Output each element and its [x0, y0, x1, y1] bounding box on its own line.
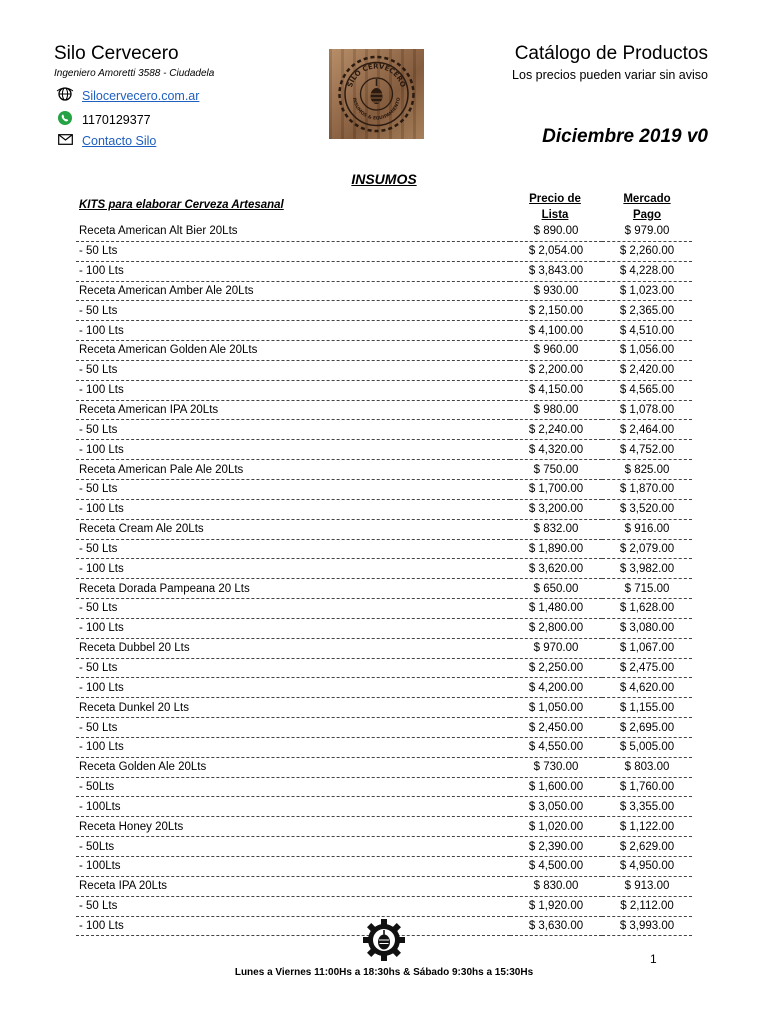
silo-cervecero-logo	[329, 49, 424, 139]
product-name-cell: Receta American IPA 20Lts	[76, 400, 510, 420]
product-name-cell: - 100 Lts	[76, 380, 510, 400]
product-name-cell: - 50 Lts	[76, 539, 510, 559]
mercado-pago-cell: $ 979.00	[602, 222, 692, 241]
mercado-pago-cell: $ 5,005.00	[602, 737, 692, 757]
mercado-pago-cell: $ 2,365.00	[602, 301, 692, 321]
precio-lista-cell: $ 4,550.00	[510, 737, 602, 757]
table-row	[76, 658, 692, 678]
product-name-cell: - 100 Lts	[76, 559, 510, 579]
mercado-pago-cell: $ 1,628.00	[602, 599, 692, 619]
mercado-pago-cell: $ 2,420.00	[602, 360, 692, 380]
table-row	[76, 380, 692, 400]
mercado-pago-cell: $ 2,629.00	[602, 837, 692, 857]
mercado-pago-cell: $ 2,695.00	[602, 718, 692, 738]
mercado-pago-cell: $ 1,760.00	[602, 777, 692, 797]
precio-lista-cell: $ 1,020.00	[510, 817, 602, 837]
table-row	[76, 281, 692, 301]
mercado-pago-cell: $ 4,620.00	[602, 678, 692, 698]
table-row	[76, 400, 692, 420]
table-row	[76, 797, 692, 817]
mercado-pago-cell: $ 4,510.00	[602, 321, 692, 341]
precio-lista-cell: $ 2,800.00	[510, 618, 602, 638]
precio-lista-cell: $ 3,050.00	[510, 797, 602, 817]
product-name-cell: - 50Lts	[76, 837, 510, 857]
product-name-cell: - 50 Lts	[76, 479, 510, 499]
precio-lista-cell: $ 3,200.00	[510, 499, 602, 519]
mail-icon	[56, 133, 74, 148]
product-name-cell: - 100 Lts	[76, 678, 510, 698]
precio-lista-cell: $ 2,200.00	[510, 360, 602, 380]
contact-link[interactable]: Contacto Silo	[82, 133, 157, 148]
table-row	[76, 837, 692, 857]
price-table	[76, 222, 692, 936]
precio-lista-cell: $ 4,200.00	[510, 678, 602, 698]
product-name-cell: - 50 Lts	[76, 896, 510, 916]
table-row	[76, 737, 692, 757]
product-name-cell: Receta Cream Ale 20Lts	[76, 519, 510, 539]
table-row	[76, 876, 692, 896]
phone-number: 1170129377	[82, 112, 151, 127]
product-name-cell: - 50 Lts	[76, 420, 510, 440]
product-name-cell: - 100 Lts	[76, 618, 510, 638]
col-precio-line2: Lista	[541, 209, 569, 221]
table-row	[76, 241, 692, 261]
precio-lista-cell: $ 1,890.00	[510, 539, 602, 559]
mercado-pago-cell: $ 1,056.00	[602, 341, 692, 361]
product-name-cell: - 100 Lts	[76, 916, 510, 936]
mercado-pago-cell: $ 1,122.00	[602, 817, 692, 837]
company-name: Silo Cervecero	[54, 43, 179, 64]
mercado-pago-cell: $ 916.00	[602, 519, 692, 539]
col-mp-line1: Mercado	[623, 193, 671, 205]
precio-lista-cell: $ 2,240.00	[510, 420, 602, 440]
product-name-cell: - 50 Lts	[76, 360, 510, 380]
catalog-subtitle: Los precios pueden variar sin aviso	[512, 68, 708, 82]
product-name-cell: - 100 Lts	[76, 261, 510, 281]
precio-lista-cell: $ 2,450.00	[510, 718, 602, 738]
table-row	[76, 857, 692, 877]
mercado-pago-cell: $ 1,870.00	[602, 479, 692, 499]
precio-lista-cell: $ 1,920.00	[510, 896, 602, 916]
table-row	[76, 896, 692, 916]
mercado-pago-cell: $ 2,464.00	[602, 420, 692, 440]
product-name-cell: Receta American Amber Ale 20Lts	[76, 281, 510, 301]
col-precio-line1: Precio de	[529, 193, 581, 205]
product-name-cell: Receta Dunkel 20 Lts	[76, 698, 510, 718]
product-name-cell: - 50 Lts	[76, 241, 510, 261]
precio-lista-cell: $ 970.00	[510, 638, 602, 658]
product-name-cell: Receta Dorada Pampeana 20 Lts	[76, 579, 510, 599]
catalog-date: Diciembre 2019 v0	[542, 126, 708, 147]
precio-lista-cell: $ 2,390.00	[510, 837, 602, 857]
kit-category-title: KITS para elaborar Cerveza Artesanal	[79, 199, 284, 211]
precio-lista-cell: $ 3,630.00	[510, 916, 602, 936]
mercado-pago-cell: $ 3,993.00	[602, 916, 692, 936]
mercado-pago-cell: $ 715.00	[602, 579, 692, 599]
precio-lista-cell: $ 2,250.00	[510, 658, 602, 678]
precio-lista-cell: $ 890.00	[510, 222, 602, 241]
product-name-cell: - 100Lts	[76, 797, 510, 817]
svg-text:INSUMOS & EQUIPAMIENTO: INSUMOS & EQUIPAMIENTO	[351, 97, 402, 122]
product-name-cell: Receta Dubbel 20 Lts	[76, 638, 510, 658]
precio-lista-cell: $ 4,320.00	[510, 440, 602, 460]
table-row	[76, 757, 692, 777]
precio-lista-cell: $ 4,500.00	[510, 857, 602, 877]
phone-row	[56, 110, 151, 129]
precio-lista-cell: $ 1,600.00	[510, 777, 602, 797]
mercado-pago-cell: $ 2,475.00	[602, 658, 692, 678]
table-row	[76, 599, 692, 619]
precio-lista-cell: $ 4,100.00	[510, 321, 602, 341]
product-name-cell: - 100 Lts	[76, 737, 510, 757]
table-row	[76, 718, 692, 738]
product-name-cell: - 50 Lts	[76, 301, 510, 321]
table-row	[76, 618, 692, 638]
precio-lista-cell: $ 3,620.00	[510, 559, 602, 579]
mercado-pago-cell: $ 3,982.00	[602, 559, 692, 579]
col-mercado-pago-header	[602, 191, 692, 223]
mercado-pago-cell: $ 2,112.00	[602, 896, 692, 916]
section-title: INSUMOS	[351, 171, 417, 187]
catalog-title: Catálogo de Productos	[514, 43, 708, 64]
table-row	[76, 499, 692, 519]
mercado-pago-cell: $ 4,565.00	[602, 380, 692, 400]
product-name-cell: - 100Lts	[76, 857, 510, 877]
precio-lista-cell: $ 1,700.00	[510, 479, 602, 499]
mercado-pago-cell: $ 1,155.00	[602, 698, 692, 718]
product-name-cell: Receta Golden Ale 20Lts	[76, 757, 510, 777]
table-row	[76, 698, 692, 718]
precio-lista-cell: $ 4,150.00	[510, 380, 602, 400]
table-row	[76, 360, 692, 380]
contact-row	[56, 133, 156, 148]
table-row	[76, 301, 692, 321]
table-row	[76, 460, 692, 480]
table-row	[76, 222, 692, 241]
table-row	[76, 479, 692, 499]
svg-text:SILO CERVECERO: SILO CERVECERO	[345, 62, 408, 89]
table-row	[76, 817, 692, 837]
mercado-pago-cell: $ 2,079.00	[602, 539, 692, 559]
hop-gear-icon	[361, 917, 407, 963]
precio-lista-cell: $ 750.00	[510, 460, 602, 480]
precio-lista-cell: $ 2,054.00	[510, 241, 602, 261]
precio-lista-cell: $ 2,150.00	[510, 301, 602, 321]
mercado-pago-cell: $ 913.00	[602, 876, 692, 896]
mercado-pago-cell: $ 4,228.00	[602, 261, 692, 281]
precio-lista-cell: $ 960.00	[510, 341, 602, 361]
precio-lista-cell: $ 1,050.00	[510, 698, 602, 718]
precio-lista-cell: $ 930.00	[510, 281, 602, 301]
product-name-cell: - 50 Lts	[76, 718, 510, 738]
mercado-pago-cell: $ 4,752.00	[602, 440, 692, 460]
table-row	[76, 638, 692, 658]
globe-icon	[56, 86, 74, 105]
precio-lista-cell: $ 980.00	[510, 400, 602, 420]
col-precio-lista-header	[511, 191, 599, 223]
mercado-pago-cell: $ 1,078.00	[602, 400, 692, 420]
product-name-cell: - 100 Lts	[76, 440, 510, 460]
table-row	[76, 341, 692, 361]
mercado-pago-cell: $ 3,355.00	[602, 797, 692, 817]
mercado-pago-cell: $ 825.00	[602, 460, 692, 480]
precio-lista-cell: $ 830.00	[510, 876, 602, 896]
table-row	[76, 420, 692, 440]
table-row	[76, 321, 692, 341]
mercado-pago-cell: $ 1,067.00	[602, 638, 692, 658]
precio-lista-cell: $ 3,843.00	[510, 261, 602, 281]
precio-lista-cell: $ 1,480.00	[510, 599, 602, 619]
mercado-pago-cell: $ 803.00	[602, 757, 692, 777]
table-row	[76, 261, 692, 281]
table-row	[76, 519, 692, 539]
opening-hours: Lunes a Viernes 11:00Hs a 18:30hs & Sábado 9:30hs a 15:30Hs	[234, 967, 534, 978]
product-name-cell: Receta American Golden Ale 20Lts	[76, 341, 510, 361]
table-row	[76, 678, 692, 698]
table-row	[76, 579, 692, 599]
whatsapp-icon	[56, 110, 74, 129]
product-name-cell: - 50Lts	[76, 777, 510, 797]
table-row	[76, 440, 692, 460]
precio-lista-cell: $ 832.00	[510, 519, 602, 539]
product-name-cell: - 50 Lts	[76, 658, 510, 678]
product-name-cell: - 100 Lts	[76, 321, 510, 341]
table-row	[76, 539, 692, 559]
product-name-cell: Receta IPA 20Lts	[76, 876, 510, 896]
mercado-pago-cell: $ 4,950.00	[602, 857, 692, 877]
mercado-pago-cell: $ 2,260.00	[602, 241, 692, 261]
mercado-pago-cell: $ 3,520.00	[602, 499, 692, 519]
company-address: Ingeniero Amoretti 3588 - Ciudadela	[54, 68, 215, 79]
page-number: 1	[650, 952, 657, 966]
precio-lista-cell: $ 650.00	[510, 579, 602, 599]
website-link[interactable]: Silocervecero.com.ar	[82, 88, 200, 103]
website-row	[56, 86, 199, 105]
table-row	[76, 559, 692, 579]
table-row	[76, 777, 692, 797]
mercado-pago-cell: $ 3,080.00	[602, 618, 692, 638]
mercado-pago-cell: $ 1,023.00	[602, 281, 692, 301]
product-name-cell: - 50 Lts	[76, 599, 510, 619]
product-name-cell: Receta American Alt Bier 20Lts	[76, 222, 510, 241]
price-table-body	[76, 222, 692, 936]
product-name-cell: - 100 Lts	[76, 499, 510, 519]
product-name-cell: Receta American Pale Ale 20Lts	[76, 460, 510, 480]
precio-lista-cell: $ 730.00	[510, 757, 602, 777]
product-name-cell: Receta Honey 20Lts	[76, 817, 510, 837]
col-mp-line2: Pago	[632, 209, 662, 221]
